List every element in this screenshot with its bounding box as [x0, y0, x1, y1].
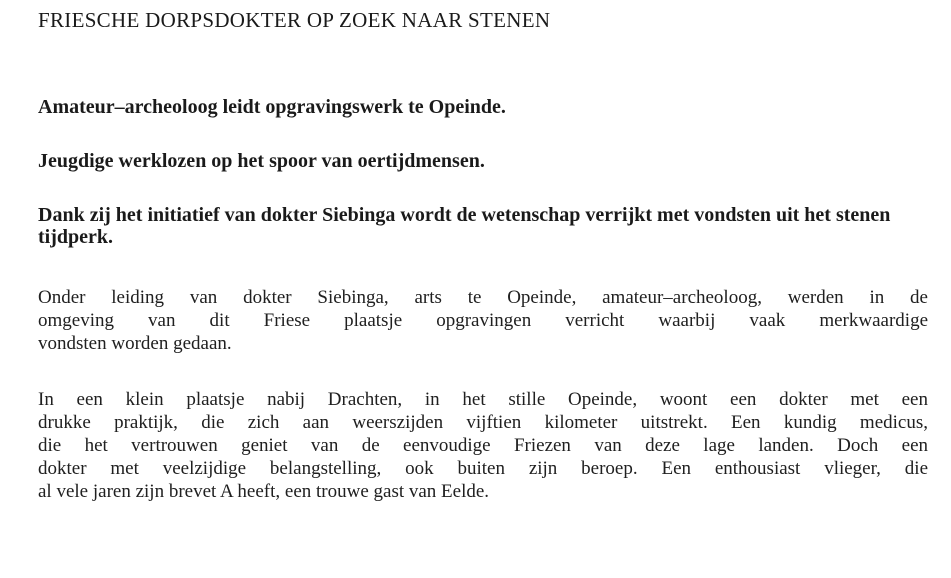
paragraph-2-line: al vele jaren zijn brevet A heeft, een trouwe gast van Eelde.: [38, 481, 490, 502]
subheading-1: Amateur–archeoloog leidt opgravingswerk te Opeinde.: [38, 96, 506, 118]
paragraph-2-line: dokter met veelzijdige belangstelling, ook buiten zijn beroep. Een enthousiast vlieger, die: [38, 458, 928, 479]
paragraph-2-line: drukke praktijk, die zich aan weerszijden vijftien kilometer uitstrekt. Een kundig medicus,: [38, 412, 928, 433]
paragraph-1-line: vondsten worden gedaan.: [38, 333, 232, 354]
paragraph-1: [38, 286, 928, 355]
paragraph-2-line: die het vertrouwen geniet van de eenvoudige Friezen van deze lage landen. Doch een: [38, 435, 928, 456]
paragraph-2-line: In een klein plaatsje nabij Drachten, in het stille Opeinde, woont een dokter met een: [38, 389, 928, 410]
paragraph-1-line: Onder leiding van dokter Siebinga, arts te Opeinde, amateur–archeoloog, werden in de: [38, 287, 928, 308]
paragraph-2: [38, 388, 928, 503]
paragraph-1-line: omgeving van dit Friese plaatsje opgravingen verricht waarbij vaak merkwaardige: [38, 310, 928, 331]
subheading-3: Dank zij het initiatief van dokter Siebinga wordt de wetenschap verrijkt met vondsten uit het stenen tijdperk.: [38, 204, 891, 248]
document-title: FRIESCHE DORPSDOKTER OP ZOEK NAAR STENEN: [38, 8, 551, 32]
subheading-2: Jeugdige werklozen op het spoor van oertijdmensen.: [38, 150, 485, 172]
